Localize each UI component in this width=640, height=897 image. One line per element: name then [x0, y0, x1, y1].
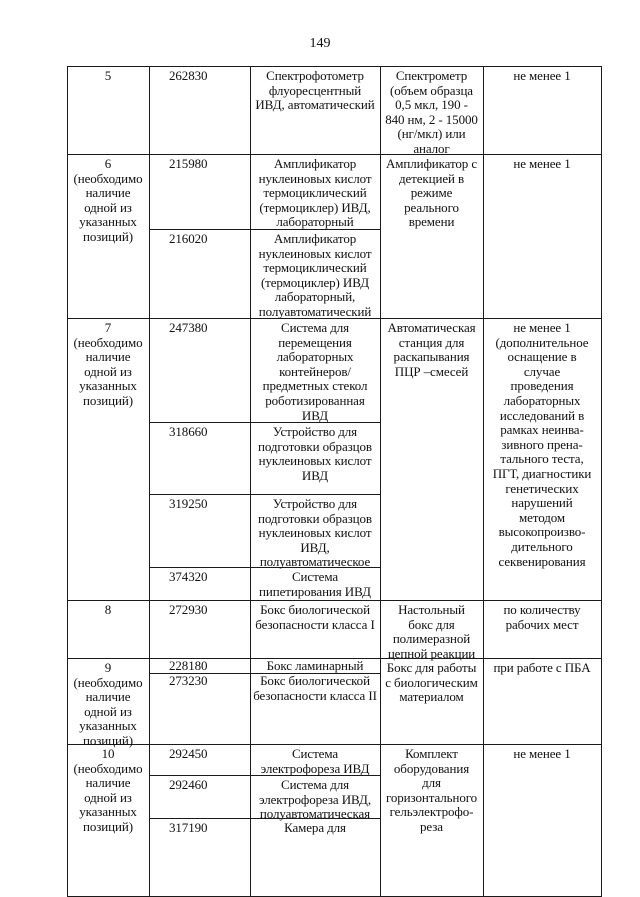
- equipment-description: Амплификатор с детекцией в режиме реального времени: [385, 156, 478, 230]
- quantity: не менее 1: [513, 68, 571, 83]
- row-number: 8: [104, 602, 112, 617]
- item-code: 216020: [169, 231, 208, 246]
- item-code: 247380: [169, 320, 208, 335]
- item-name: Бокс биологической безопасности класса II: [253, 673, 377, 703]
- row-separator: [67, 600, 602, 601]
- item-name: Бокс биологической безопасности класса I: [255, 602, 375, 632]
- item-name: Бокс ламинарный: [266, 658, 364, 673]
- table-border-left: [67, 66, 68, 897]
- item-code: 273230: [169, 673, 208, 688]
- equipment-description: Спектрометр (объем образца 0,5 мкл, 190 - 840 нм, 2 - 15000 (нг/мкл) или аналог: [385, 68, 478, 156]
- item-code: 228180: [169, 658, 208, 673]
- item-code: 272930: [169, 602, 208, 617]
- column-divider: [380, 66, 381, 897]
- subrow-separator: [149, 494, 380, 495]
- item-code: 374320: [169, 569, 208, 584]
- quantity: не менее 1: [513, 156, 571, 171]
- item-name: Система электрофореза ИВД: [260, 746, 370, 776]
- quantity: не менее 1 (дополнительное оснащение в случае проведения лабораторных исследований в рамках неинва- зивного прена- тального теста, ПГТ, диагностики генетических нарушений методом высокопроизво- дительного секвенирования: [492, 320, 592, 569]
- item-name: Амплификатор нуклеиновых кислот термоциклический (термоциклер) ИВД, лабораторный: [258, 156, 372, 230]
- item-name: Спектрофотометр флуоресцентный ИВД, автоматический: [255, 68, 375, 113]
- row-number: 9 (необходимо наличие одной из указанных позиций): [73, 660, 143, 748]
- equipment-description: Настольный бокс для полимеразной цепной реакции: [387, 602, 476, 661]
- column-divider: [483, 66, 484, 897]
- column-divider: [250, 66, 251, 897]
- item-code: 292450: [169, 746, 208, 761]
- item-name: Амплификатор нуклеиновых кислот термоциклический (термоциклер) ИВД лабораторный, полуавтоматический: [258, 231, 372, 319]
- column-divider: [149, 66, 150, 897]
- item-code: 318660: [169, 424, 208, 439]
- item-code: 262830: [169, 68, 208, 83]
- equipment-description: Комплект оборудования для горизонтального гельэлектрофо- реза: [385, 746, 478, 834]
- item-name: Камера для: [284, 820, 346, 835]
- equipment-description: Бокс для работы с биологическим материалом: [385, 660, 478, 705]
- equipment-description: Автоматическая станция для раскапывания ПЦР –смесей: [387, 320, 476, 379]
- quantity: при работе с ПБА: [493, 660, 591, 675]
- equipment-table: [67, 66, 602, 897]
- page-number: 149: [309, 36, 331, 51]
- table-border-top: [67, 66, 602, 67]
- item-name: Устройство для подготовки образцов нуклеиновых кислот ИВД: [258, 424, 372, 483]
- item-name: Устройство для подготовки образцов нуклеиновых кислот ИВД, полуавтоматическое: [258, 496, 372, 570]
- item-code: 319250: [169, 496, 208, 511]
- row-separator: [67, 154, 602, 155]
- row-number: 6 (необходимо наличие одной из указанных позиций): [73, 156, 143, 244]
- quantity: по количеству рабочих мест: [503, 602, 581, 632]
- item-code: 215980: [169, 156, 208, 171]
- item-name: Система для перемещения лабораторных контейнеров/ предметных стекол роботизированная ИВД: [262, 320, 368, 423]
- item-name: Система пипетирования ИВД: [259, 569, 371, 599]
- row-number: 7 (необходимо наличие одной из указанных позиций): [73, 320, 143, 408]
- row-separator: [67, 744, 602, 745]
- row-number: 10 (необходимо наличие одной из указанных позиций): [73, 746, 143, 834]
- table-border-right: [601, 66, 602, 897]
- item-code: 292460: [169, 777, 208, 792]
- item-code: 317190: [169, 820, 208, 835]
- row-number: 5: [104, 68, 112, 83]
- item-name: Система для электрофореза ИВД, полуавтоматическая: [259, 777, 371, 822]
- quantity: не менее 1: [513, 746, 571, 761]
